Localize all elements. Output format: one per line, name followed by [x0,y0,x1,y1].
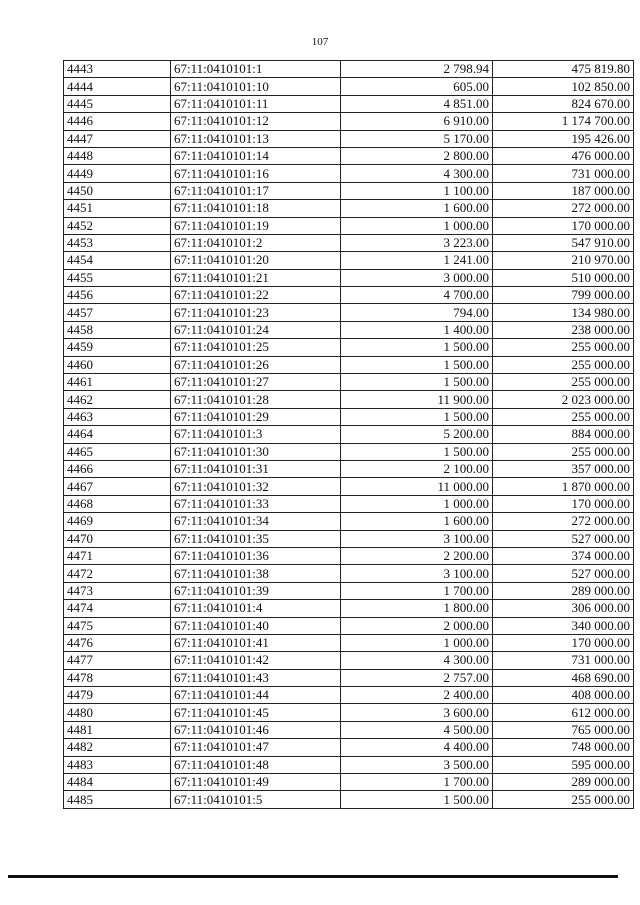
area-cell: 6 910.00 [341,113,493,130]
area-cell: 2 400.00 [341,687,493,704]
table-row [64,182,634,199]
cadastral-number-cell: 67:11:0410101:29 [171,408,341,425]
cadastral-value-cell: 255 000.00 [493,356,634,373]
table-row [64,165,634,182]
row-number-cell: 4470 [64,530,171,547]
row-number-cell: 4455 [64,269,171,286]
cadastral-value-cell: 374 000.00 [493,547,634,564]
cadastral-number-cell: 67:11:0410101:24 [171,321,341,338]
area-cell: 2 100.00 [341,460,493,477]
area-cell: 1 400.00 [341,321,493,338]
cadastral-number-cell: 67:11:0410101:10 [171,78,341,95]
area-cell: 5 200.00 [341,426,493,443]
table-row [64,269,634,286]
row-number-cell: 4469 [64,513,171,530]
row-number-cell: 4479 [64,687,171,704]
table-row [64,356,634,373]
row-number-cell: 4467 [64,478,171,495]
table-row [64,617,634,634]
cadastral-number-cell: 67:11:0410101:27 [171,374,341,391]
area-cell: 3 600.00 [341,704,493,721]
area-cell: 4 851.00 [341,95,493,112]
cadastral-number-cell: 67:11:0410101:43 [171,669,341,686]
cadastral-value-cell: 210 970.00 [493,252,634,269]
cadastral-value-cell: 255 000.00 [493,374,634,391]
cadastral-value-cell: 748 000.00 [493,739,634,756]
cadastral-number-cell: 67:11:0410101:12 [171,113,341,130]
table-row [64,721,634,738]
row-number-cell: 4462 [64,391,171,408]
area-cell: 1 600.00 [341,513,493,530]
row-number-cell: 4485 [64,791,171,808]
table-row [64,78,634,95]
cadastral-value-cell: 476 000.00 [493,147,634,164]
row-number-cell: 4468 [64,495,171,512]
row-number-cell: 4483 [64,756,171,773]
cadastral-value-cell: 272 000.00 [493,200,634,217]
row-number-cell: 4447 [64,130,171,147]
table-row [64,634,634,651]
cadastral-value-cell: 547 910.00 [493,234,634,251]
row-number-cell: 4464 [64,426,171,443]
cadastral-value-cell: 134 980.00 [493,304,634,321]
table-row [64,513,634,530]
cadastral-number-cell: 67:11:0410101:35 [171,530,341,547]
cadastral-number-cell: 67:11:0410101:14 [171,147,341,164]
row-number-cell: 4474 [64,600,171,617]
row-number-cell: 4481 [64,721,171,738]
cadastral-value-cell: 255 000.00 [493,408,634,425]
area-cell: 3 100.00 [341,530,493,547]
cadastral-number-cell: 67:11:0410101:19 [171,217,341,234]
table-row [64,478,634,495]
cadastral-value-cell: 612 000.00 [493,704,634,721]
table-row [64,582,634,599]
row-number-cell: 4480 [64,704,171,721]
cadastral-number-cell: 67:11:0410101:3 [171,426,341,443]
table-row [64,565,634,582]
area-cell: 3 000.00 [341,269,493,286]
row-number-cell: 4452 [64,217,171,234]
cadastral-value-cell: 255 000.00 [493,443,634,460]
row-number-cell: 4466 [64,460,171,477]
table-row [64,687,634,704]
cadastral-number-cell: 67:11:0410101:42 [171,652,341,669]
cadastral-value-cell: 170 000.00 [493,634,634,651]
area-cell: 2 798.94 [341,61,493,78]
table-row [64,600,634,617]
cadastral-value-cell: 272 000.00 [493,513,634,530]
cadastral-value-cell: 510 000.00 [493,269,634,286]
area-cell: 2 200.00 [341,547,493,564]
row-number-cell: 4453 [64,234,171,251]
area-cell: 1 700.00 [341,774,493,791]
row-number-cell: 4457 [64,304,171,321]
row-number-cell: 4450 [64,182,171,199]
area-cell: 2 000.00 [341,617,493,634]
cadastral-number-cell: 67:11:0410101:36 [171,547,341,564]
cadastral-number-cell: 67:11:0410101:47 [171,739,341,756]
cadastral-number-cell: 67:11:0410101:21 [171,269,341,286]
table-row [64,426,634,443]
cadastral-value-cell: 255 000.00 [493,791,634,808]
cadastral-number-cell: 67:11:0410101:2 [171,234,341,251]
cadastral-value-cell: 255 000.00 [493,339,634,356]
cadastral-number-cell: 67:11:0410101:13 [171,130,341,147]
cadastral-number-cell: 67:11:0410101:46 [171,721,341,738]
area-cell: 4 700.00 [341,287,493,304]
row-number-cell: 4454 [64,252,171,269]
row-number-cell: 4451 [64,200,171,217]
cadastral-number-cell: 67:11:0410101:31 [171,460,341,477]
cadastral-number-cell: 67:11:0410101:26 [171,356,341,373]
cadastral-number-cell: 67:11:0410101:4 [171,600,341,617]
cadastral-value-table [63,60,634,809]
area-cell: 2 800.00 [341,147,493,164]
area-cell: 1 500.00 [341,443,493,460]
cadastral-value-cell: 475 819.80 [493,61,634,78]
area-cell: 4 400.00 [341,739,493,756]
table-row [64,756,634,773]
cadastral-number-cell: 67:11:0410101:25 [171,339,341,356]
cadastral-number-cell: 67:11:0410101:23 [171,304,341,321]
cadastral-value-cell: 824 670.00 [493,95,634,112]
area-cell: 1 000.00 [341,495,493,512]
area-cell: 2 757.00 [341,669,493,686]
row-number-cell: 4449 [64,165,171,182]
area-cell: 4 300.00 [341,165,493,182]
table-row [64,113,634,130]
row-number-cell: 4443 [64,61,171,78]
table-row [64,391,634,408]
area-cell: 1 600.00 [341,200,493,217]
cadastral-number-cell: 67:11:0410101:5 [171,791,341,808]
area-cell: 1 800.00 [341,600,493,617]
area-cell: 1 500.00 [341,356,493,373]
row-number-cell: 4446 [64,113,171,130]
area-cell: 1 000.00 [341,634,493,651]
cadastral-value-cell: 1 870 000.00 [493,478,634,495]
area-cell: 1 500.00 [341,791,493,808]
row-number-cell: 4461 [64,374,171,391]
area-cell: 1 000.00 [341,217,493,234]
table-row [64,147,634,164]
row-number-cell: 4456 [64,287,171,304]
table-row [64,61,634,78]
table-row [64,495,634,512]
cadastral-number-cell: 67:11:0410101:11 [171,95,341,112]
cadastral-value-cell: 2 023 000.00 [493,391,634,408]
cadastral-value-cell: 306 000.00 [493,600,634,617]
table-row [64,460,634,477]
table-row [64,217,634,234]
row-number-cell: 4463 [64,408,171,425]
row-number-cell: 4459 [64,339,171,356]
area-cell: 794.00 [341,304,493,321]
row-number-cell: 4460 [64,356,171,373]
row-number-cell: 4476 [64,634,171,651]
table-row [64,374,634,391]
area-cell: 3 500.00 [341,756,493,773]
cadastral-value-cell: 595 000.00 [493,756,634,773]
cadastral-value-cell: 289 000.00 [493,774,634,791]
row-number-cell: 4484 [64,774,171,791]
cadastral-number-cell: 67:11:0410101:38 [171,565,341,582]
cadastral-value-cell: 357 000.00 [493,460,634,477]
cadastral-value-cell: 731 000.00 [493,652,634,669]
cadastral-number-cell: 67:11:0410101:22 [171,287,341,304]
cadastral-number-cell: 67:11:0410101:49 [171,774,341,791]
cadastral-number-cell: 67:11:0410101:32 [171,478,341,495]
row-number-cell: 4471 [64,547,171,564]
cadastral-number-cell: 67:11:0410101:33 [171,495,341,512]
row-number-cell: 4473 [64,582,171,599]
table-row [64,739,634,756]
row-number-cell: 4472 [64,565,171,582]
cadastral-value-cell: 1 174 700.00 [493,113,634,130]
cadastral-number-cell: 67:11:0410101:39 [171,582,341,599]
cadastral-number-cell: 67:11:0410101:20 [171,252,341,269]
table-row [64,321,634,338]
area-cell: 4 300.00 [341,652,493,669]
cadastral-value-cell: 408 000.00 [493,687,634,704]
row-number-cell: 4477 [64,652,171,669]
table-row [64,408,634,425]
area-cell: 1 700.00 [341,582,493,599]
area-cell: 5 170.00 [341,130,493,147]
table-row [64,339,634,356]
table-row [64,547,634,564]
cadastral-value-cell: 170 000.00 [493,495,634,512]
row-number-cell: 4458 [64,321,171,338]
table-row [64,443,634,460]
table-row [64,200,634,217]
row-number-cell: 4445 [64,95,171,112]
page-number: 107 [311,36,329,48]
cadastral-value-cell: 187 000.00 [493,182,634,199]
area-cell: 3 223.00 [341,234,493,251]
table-row [64,234,634,251]
cadastral-value-cell: 799 000.00 [493,287,634,304]
table-row [64,652,634,669]
cadastral-value-cell: 765 000.00 [493,721,634,738]
cadastral-number-cell: 67:11:0410101:18 [171,200,341,217]
cadastral-value-cell: 527 000.00 [493,565,634,582]
table-row [64,130,634,147]
cadastral-number-cell: 67:11:0410101:44 [171,687,341,704]
cadastral-number-cell: 67:11:0410101:30 [171,443,341,460]
footer-rule [8,875,618,878]
cadastral-value-cell: 195 426.00 [493,130,634,147]
row-number-cell: 4465 [64,443,171,460]
cadastral-value-cell: 340 000.00 [493,617,634,634]
table-row [64,287,634,304]
area-cell: 1 100.00 [341,182,493,199]
row-number-cell: 4482 [64,739,171,756]
area-cell: 1 500.00 [341,374,493,391]
area-cell: 11 000.00 [341,478,493,495]
area-cell: 1 500.00 [341,408,493,425]
row-number-cell: 4444 [64,78,171,95]
cadastral-number-cell: 67:11:0410101:16 [171,165,341,182]
area-cell: 1 500.00 [341,339,493,356]
table-row [64,530,634,547]
area-cell: 605.00 [341,78,493,95]
cadastral-value-cell: 289 000.00 [493,582,634,599]
table-body [64,61,634,809]
cadastral-number-cell: 67:11:0410101:41 [171,634,341,651]
table-row [64,791,634,808]
cadastral-value-cell: 468 690.00 [493,669,634,686]
cadastral-number-cell: 67:11:0410101:17 [171,182,341,199]
table-row [64,669,634,686]
area-cell: 11 900.00 [341,391,493,408]
cadastral-number-cell: 67:11:0410101:48 [171,756,341,773]
table-row [64,704,634,721]
table-row [64,252,634,269]
row-number-cell: 4448 [64,147,171,164]
cadastral-value-cell: 527 000.00 [493,530,634,547]
cadastral-value-cell: 238 000.00 [493,321,634,338]
table-row [64,95,634,112]
cadastral-value-cell: 884 000.00 [493,426,634,443]
cadastral-number-cell: 67:11:0410101:1 [171,61,341,78]
table-row [64,774,634,791]
cadastral-number-cell: 67:11:0410101:45 [171,704,341,721]
cadastral-value-cell: 102 850.00 [493,78,634,95]
area-cell: 3 100.00 [341,565,493,582]
cadastral-value-cell: 170 000.00 [493,217,634,234]
area-cell: 4 500.00 [341,721,493,738]
row-number-cell: 4475 [64,617,171,634]
row-number-cell: 4478 [64,669,171,686]
table-row [64,304,634,321]
cadastral-number-cell: 67:11:0410101:34 [171,513,341,530]
area-cell: 1 241.00 [341,252,493,269]
cadastral-number-cell: 67:11:0410101:28 [171,391,341,408]
cadastral-value-cell: 731 000.00 [493,165,634,182]
cadastral-number-cell: 67:11:0410101:40 [171,617,341,634]
